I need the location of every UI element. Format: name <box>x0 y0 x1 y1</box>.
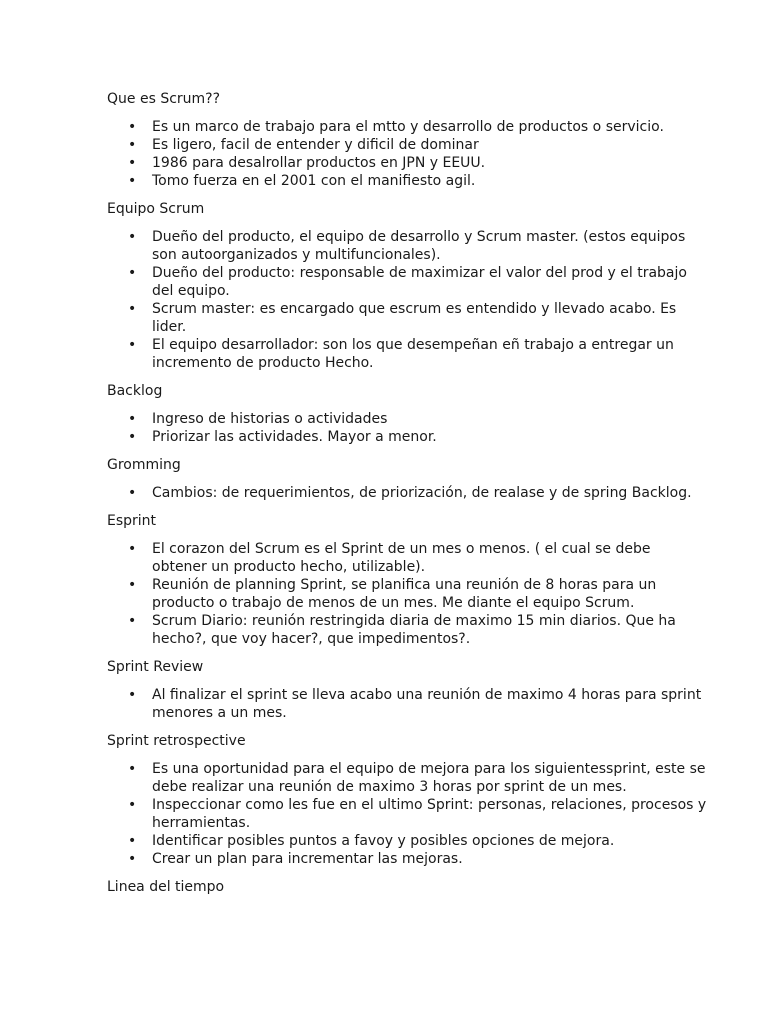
bullet-list <box>107 484 707 502</box>
list-item: • Al finalizar el sprint se lleva acabo una reunión de maximo 4 horas para sprint menores a un mes. <box>107 686 707 722</box>
bullet-list <box>107 118 707 190</box>
list-item: • El equipo desarrollador: son los que desempeñan eñ trabajo a entregar un incremento de producto Hecho. <box>107 336 707 372</box>
bullet-list <box>107 410 707 446</box>
list-item: • Es ligero, facil de entender y dificil de dominar <box>107 136 707 154</box>
list-item: • Reunión de planning Sprint, se planifica una reunión de 8 horas para un producto o trabajo de menos de un mes. Me diante el equipo Scrum. <box>107 576 707 612</box>
list-item: • Es un marco de trabajo para el mtto y desarrollo de productos o servicio. <box>107 118 707 136</box>
list-item: • Tomo fuerza en el 2001 con el manifiesto agil. <box>107 172 707 190</box>
list-item: • 1986 para desalrollar productos en JPN y EEUU. <box>107 154 707 172</box>
bullet-list <box>107 686 707 722</box>
document-body <box>107 90 707 906</box>
bullet-list <box>107 228 707 372</box>
list-item: • Cambios: de requerimientos, de priorización, de realase y de spring Backlog. <box>107 484 707 502</box>
list-item: • Dueño del producto: responsable de maximizar el valor del prod y el trabajo del equipo. <box>107 264 707 300</box>
list-item: • Scrum master: es encargado que escrum es entendido y llevado acabo. Es lider. <box>107 300 707 336</box>
section-heading: Backlog <box>107 383 163 399</box>
section-heading: Linea del tiempo <box>107 879 225 895</box>
section-heading: Que es Scrum?? <box>107 91 221 107</box>
section-heading: Sprint Review <box>107 659 204 675</box>
list-item: • Inspeccionar como les fue en el ultimo Sprint: personas, relaciones, procesos y herramientas. <box>107 796 707 832</box>
list-item: • Es una oportunidad para el equipo de mejora para los siguientessprint, este se debe realizar una reunión de maximo 3 horas por sprint de un mes. <box>107 760 707 796</box>
list-item: • Priorizar las actividades. Mayor a menor. <box>107 428 707 446</box>
list-item: • Ingreso de historias o actividades <box>107 410 707 428</box>
section-heading: Gromming <box>107 457 181 473</box>
section-heading: Equipo Scrum <box>107 201 205 217</box>
list-item: • Scrum Diario: reunión restringida diaria de maximo 15 min diarios. Que ha hecho?, que voy hacer?, que impedimentos?. <box>107 612 707 648</box>
list-item: • Identificar posibles puntos a favoy y posibles opciones de mejora. <box>107 832 707 850</box>
section-heading: Sprint retrospective <box>107 733 246 749</box>
bullet-list <box>107 540 707 648</box>
bullet-list <box>107 760 707 868</box>
list-item: • El corazon del Scrum es el Sprint de un mes o menos. ( el cual se debe obtener un producto hecho, utilizable). <box>107 540 707 576</box>
section-heading: Esprint <box>107 513 157 529</box>
list-item: • Dueño del producto, el equipo de desarrollo y Scrum master. (estos equipos son autoorganizados y multifuncionales). <box>107 228 707 264</box>
list-item: • Crear un plan para incrementar las mejoras. <box>107 850 707 868</box>
